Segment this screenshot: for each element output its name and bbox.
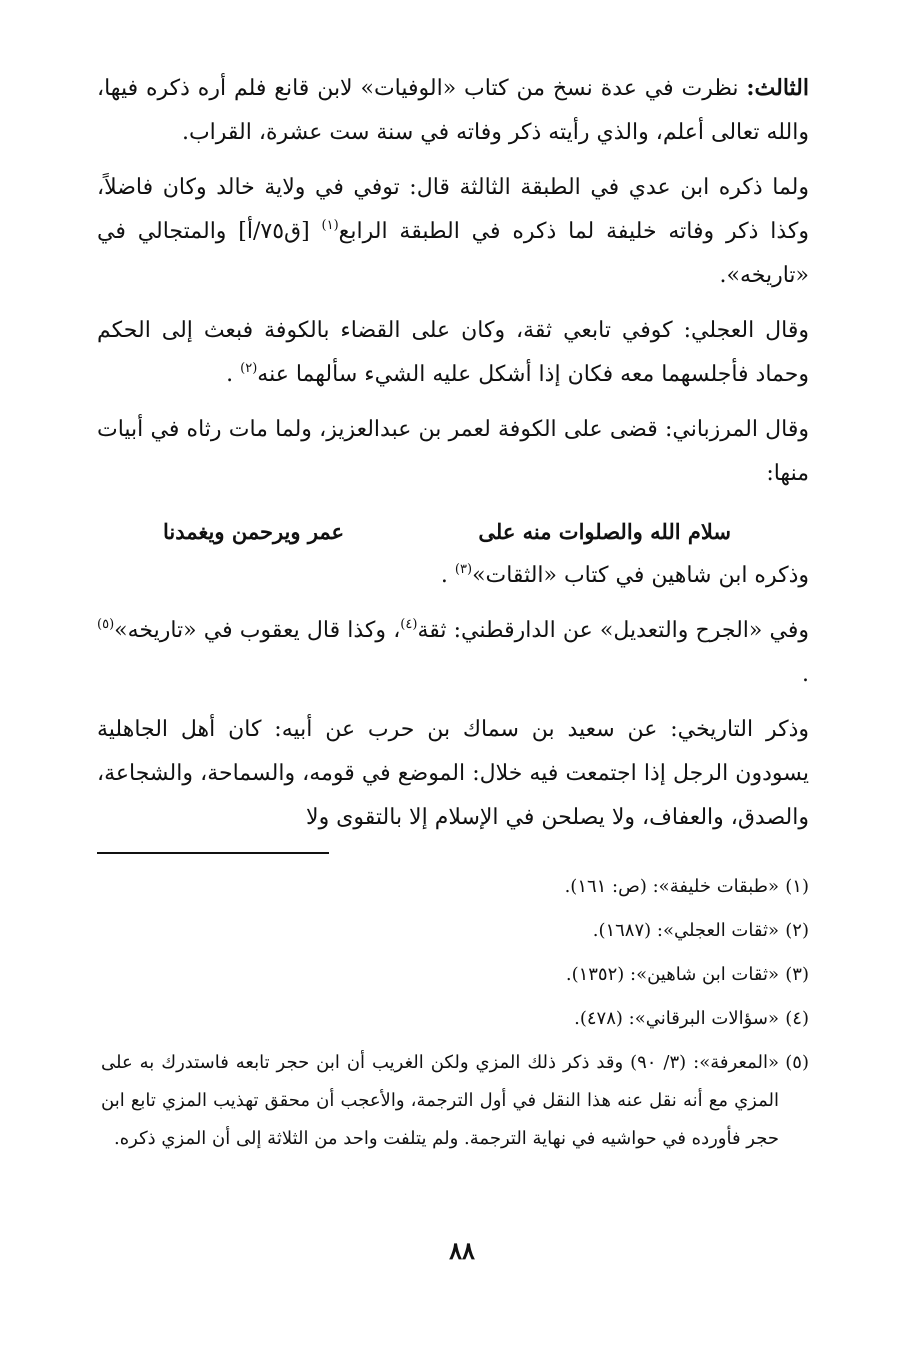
paragraph-text-continued: . [226, 362, 241, 387]
footnote-number: (٥) [785, 1052, 809, 1073]
footnote-text: «سؤالات البرقاني»: (٤٧٨). [574, 1008, 779, 1029]
paragraph-marzubani [97, 408, 809, 496]
footnote-number: (٢) [785, 920, 809, 941]
footnote-number: (١) [785, 876, 809, 897]
footnote-ref-4[interactable]: (٤) [400, 617, 418, 632]
paragraph-text: وفي «الجرح والتعديل» عن الدارقطني: ثقة [417, 618, 809, 643]
paragraph-text: وقال المرزباني: قضى على الكوفة لعمر بن عبدالعزيز، ولما مات رثاه في أبيات منها: [97, 417, 809, 486]
footnote-ref-5[interactable]: (٥) [97, 617, 115, 632]
paragraph-text: وذكر التاريخي: عن سعيد بن سماك بن حرب عن أبيه: كان أهل الجاهلية يسودون الرجل إذا اجتمعت فيه خلال: الموضع في قومه، والسماحة، والشجاعة، والصدق، والعفاف، ولا يصلحن في الإسلام إلا بالتقوى ولا [97, 717, 809, 830]
paragraph-text-continued: ، وكذا قال يعقوب في «تاريخه» [114, 618, 401, 643]
footnotes-section [97, 868, 809, 1158]
footnote-ref-1[interactable]: (١) [321, 218, 339, 233]
verse-first-hemistich: سلام الله والصلوات منه على [478, 519, 731, 544]
paragraph-text: وذكره ابن شاهين في كتاب «الثقات» [472, 563, 809, 588]
footnote-item [97, 912, 809, 950]
footnote-number: (٤) [785, 1008, 809, 1029]
paragraph-text: نظرت في عدة نسخ من كتاب «الوفيات» لابن قانع فلم أره ذكره فيها، والله تعالى أعلم، والذي رأيته ذكر وفاته في سنة ست عشرة، القراب. [97, 76, 809, 145]
footnote-item [97, 1000, 809, 1038]
verse-second-hemistich: عمر ويرحمن ويغمدنا [163, 519, 345, 544]
footnote-item [97, 1044, 809, 1158]
footnote-text: «ثقات ابن شاهين»: (١٣٥٢). [565, 964, 779, 985]
paragraph-text-end: . [802, 662, 809, 687]
footnote-number: (٣) [785, 964, 809, 985]
paragraph-ijli [97, 309, 809, 397]
footnote-ref-2[interactable]: (٢) [240, 361, 258, 376]
paragraph-third-note [97, 66, 809, 155]
paragraph-tarikhi [97, 708, 809, 840]
footnote-item [97, 956, 809, 994]
paragraph-text: وقال العجلي: كوفي تابعي ثقة، وكان على القضاء بالكوفة فبعث إلى الحكم وحماد فأجلسهما معه فكان إذا أشكل عليه الشيء سألهما عنه [97, 318, 809, 387]
footnote-ref-3[interactable]: (٣) [454, 562, 473, 577]
paragraph-ibn-shahin [97, 554, 809, 598]
paragraph-text: ولما ذكره ابن عدي في الطبقة الثالثة قال: توفي في ولاية خالد وكان فاضلاً، وكذا ذكر وفاته خليفة لما ذكره في الطبقة الرابع [97, 175, 809, 244]
footnote-item [97, 868, 809, 906]
paragraph-text-continued: [ق٧٥/أ] والمتجالي في «تاريخه». [97, 219, 809, 288]
footnote-divider [97, 852, 329, 854]
footnote-text: «المعرفة»: (٣/ ٩٠) وقد ذكر ذلك المزي ولكن الغريب أن ابن حجر تابعه فاستدرك به على المزي مع أنه نقل عنه هذا النقل في أول الترجمة، والأعجب أن محقق تهذيب المزي تابع ابن حجر فأورده في حواشيه في نهاية الترجمة. ولم يتلفت واحد من الثلاثة إلى أن المزي ذكره. [101, 1052, 779, 1149]
paragraph-ibn-adi [97, 166, 809, 298]
footnote-text: «طبقات خليفة»: (ص: ١٦١). [564, 876, 779, 897]
paragraph-lead: الثالث: [746, 75, 809, 101]
poem-verse [163, 510, 731, 554]
footnote-text: «ثقات العجلي»: (١٦٨٧). [592, 920, 779, 941]
page-body [97, 66, 809, 1164]
paragraph-text-continued: . [440, 563, 455, 588]
paragraph-jarh-tadil [97, 609, 809, 697]
page-number: ٨٨ [449, 1236, 475, 1265]
